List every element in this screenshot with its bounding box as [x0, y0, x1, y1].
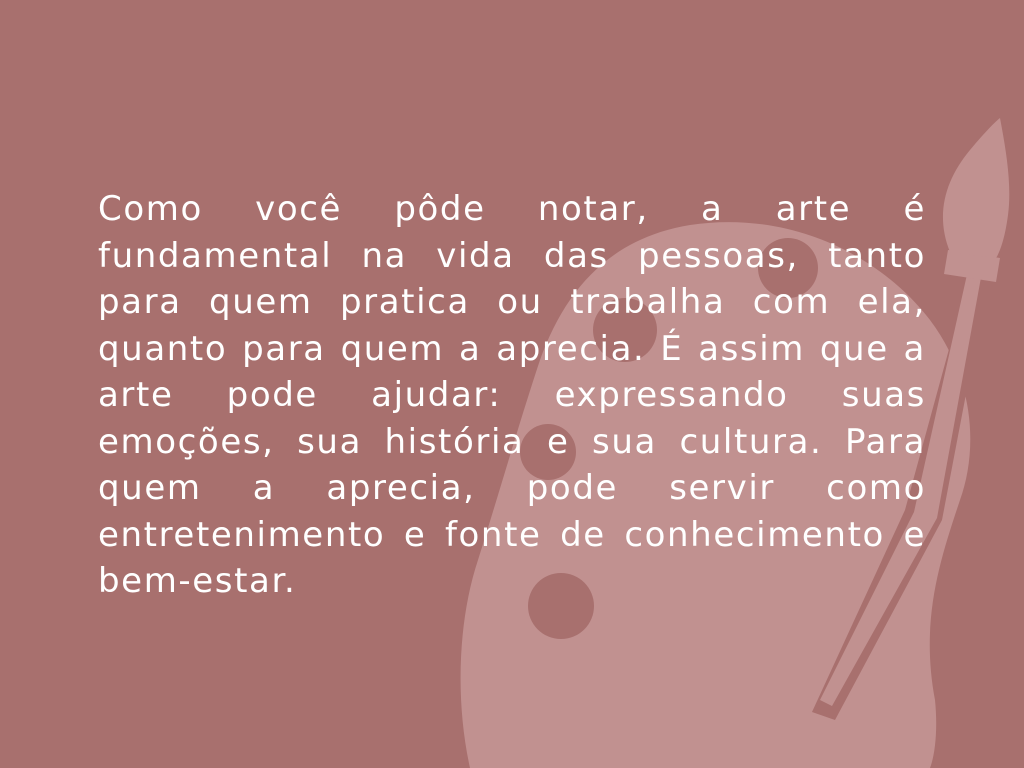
body-paragraph: Como você pôde notar, a arte é fundamental na vida das pessoas, tanto para quem pratica ou trabalha com ela, quanto para quem a aprecia. É assim que a arte pode ajudar: expressando suas emoções, sua história e sua cultura. Para quem a aprecia, pode servir como entretenimento e fonte de conhecimento e bem-estar. — [98, 189, 926, 601]
brush-tip — [943, 118, 1009, 258]
